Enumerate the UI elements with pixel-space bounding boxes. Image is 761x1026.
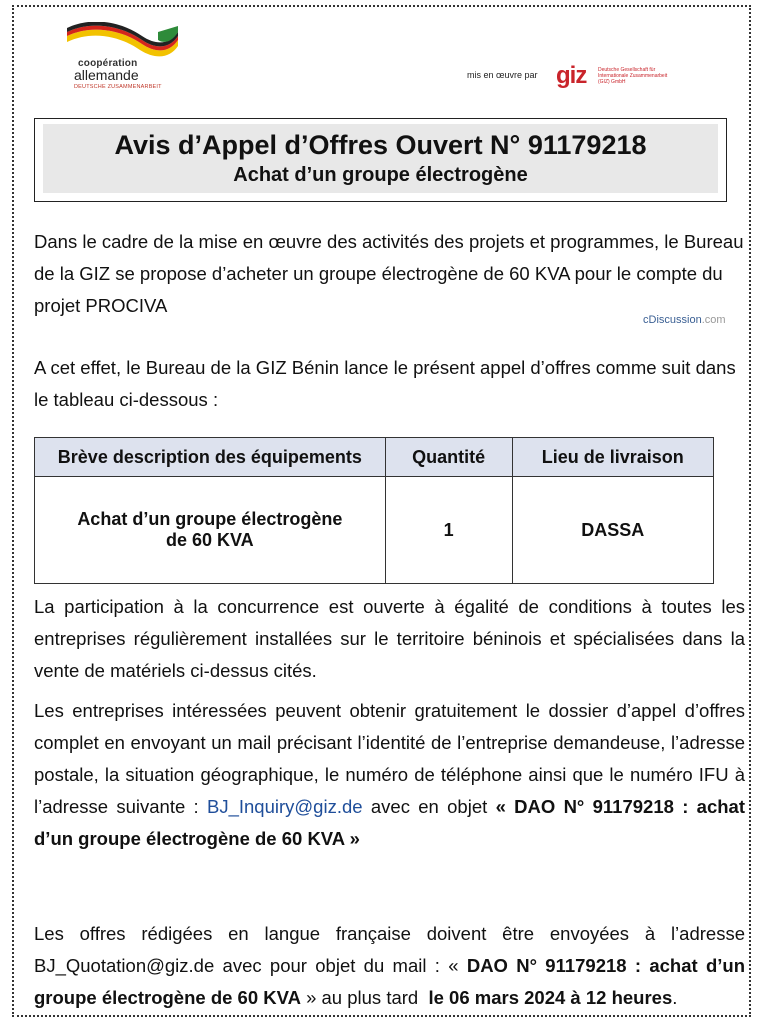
dossier-mid: avec en objet	[370, 796, 488, 817]
header-location: Lieu de livraison	[512, 438, 714, 477]
dossier-subject: « DAO N° 91179218 : achat d’un groupe électrogène de 60 KVA »	[34, 796, 746, 849]
giz-logo: giz	[556, 62, 587, 89]
intro-paragraph: Dans le cadre de la mise en œuvre des activités des projets et programmes, le Bureau de la GIZ se propose d’acheter un groupe électrogène de 60 KVA pour le compte du projet PROCIVA	[34, 231, 744, 316]
coop-text-line2: allemande	[74, 67, 139, 83]
submission-deadline: le 06 mars 2024 à 12 heures	[428, 987, 673, 1008]
flag-wave-icon	[62, 22, 182, 62]
cell-quantity: 1	[385, 477, 512, 584]
giz-logo-subtext: Deutsche Gesellschaft für Internationale Zusammenarbeit (GIZ) GmbH	[598, 67, 668, 85]
submission-text: Les offres rédigées en langue française doivent être envoyées à l’adresse BJ_Quotation@giz.de avec pour objet du mail : «	[34, 923, 745, 976]
title-box	[34, 118, 727, 202]
participation-paragraph: La participation à la concurrence est ouverte à égalité de conditions à toutes les entreprises régulièrement installées sur le territoire béninois et spécialisées dans la vente de matériels ci-dessus cités.	[34, 596, 745, 681]
submission-paragraph	[34, 918, 745, 1014]
dossier-paragraph	[34, 695, 745, 855]
submission-mid: » au plus tard	[306, 987, 419, 1008]
page-title: Avis d’Appel d’Offres Ouvert N° 91179218	[114, 130, 647, 160]
table-header-row	[35, 438, 714, 477]
submission-end: .	[672, 987, 678, 1008]
watermark-suffix: .com	[701, 314, 726, 326]
page-subtitle: Achat d’un groupe électrogène	[233, 164, 528, 186]
description-line2: de 60 KVA	[165, 530, 254, 550]
watermark-main: cDiscussion	[643, 314, 702, 326]
inquiry-email-link[interactable]: BJ_Inquiry@giz.de	[207, 796, 363, 817]
watermark	[643, 314, 726, 326]
description-line1: Achat d’un groupe électrogène	[77, 509, 343, 529]
equipment-table	[34, 437, 714, 584]
cell-description	[35, 477, 386, 584]
cell-location: DASSA	[512, 477, 714, 584]
coop-text-line3: DEUTSCHE ZUSAMMENARBEIT	[74, 84, 162, 90]
header-description: Brève description des équipements	[35, 438, 386, 477]
cooperation-allemande-logo	[62, 22, 192, 92]
table-row	[35, 477, 714, 584]
header-quantity: Quantité	[385, 438, 512, 477]
tender-paragraph: A cet effet, le Bureau de la GIZ Bénin lance le présent appel d’offres comme suit dans le tableau ci-dessous :	[34, 357, 736, 410]
submission-subject: DAO N° 91179218 : achat d’un groupe électrogène de 60 KVA	[34, 955, 746, 1008]
dossier-text: Les entreprises intéressées peuvent obtenir gratuitement le dossier d’appel d’offres complet en envoyant un mail précisant l’identité de l’entreprise demandeuse, l’adresse postale, la situation géographique, le numéro de téléphone ainsi que le numéro IFU à l’adresse suivante :	[34, 700, 745, 817]
title-shade	[43, 124, 718, 193]
implemented-by-label: mis en œuvre par	[467, 70, 538, 80]
coop-text-line1: coopération	[78, 58, 138, 69]
